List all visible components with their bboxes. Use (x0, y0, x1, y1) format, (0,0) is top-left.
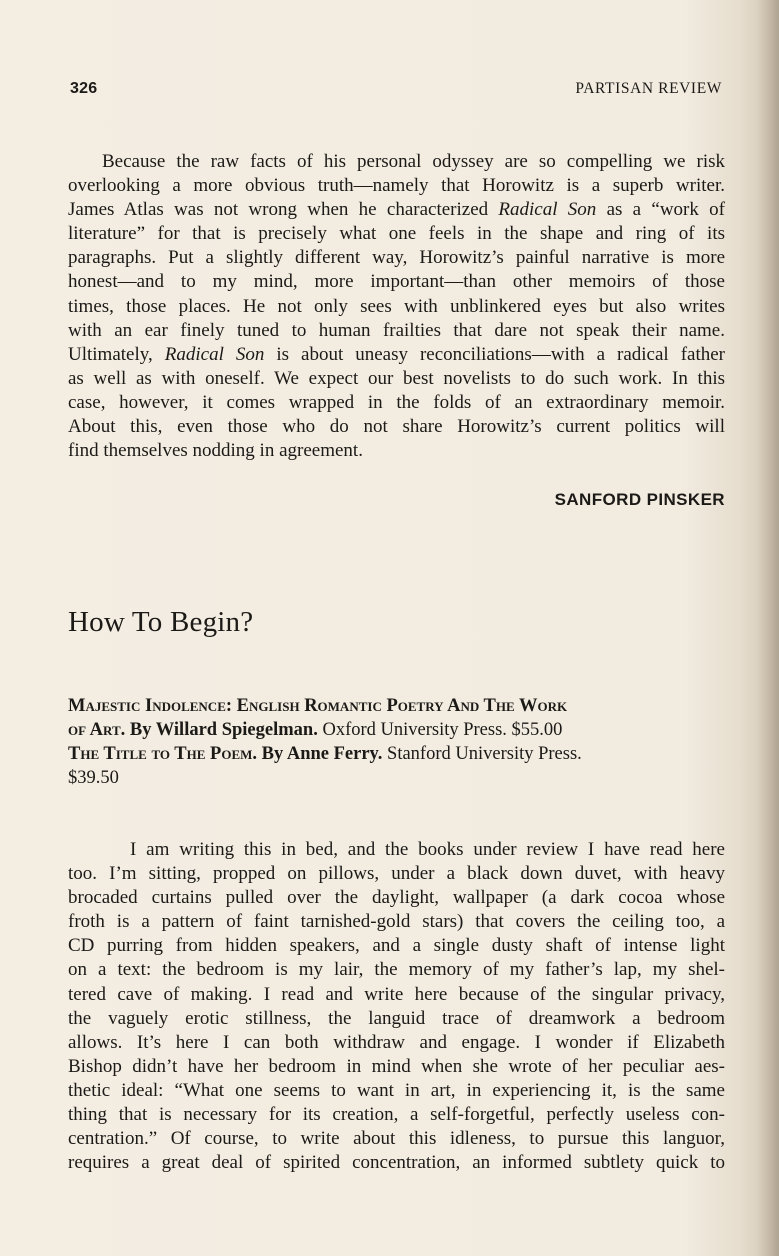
text-line: Bishop didn’t have her bedroom in mind when she wrote of her peculiar aes- (68, 1055, 725, 1077)
text-line: centration.” Of course, to write about this idleness, to pursue this languor, (68, 1128, 725, 1150)
page-number: 326 (70, 80, 98, 97)
text-line: as well as with oneself. We expect our best novelists to do such work. In this (68, 367, 725, 389)
journal-title: PARTISAN REVIEW (575, 80, 722, 97)
review-body-paragraph-2 (68, 838, 725, 1175)
text-line: Ultimately, Radical Son is about uneasy reconciliations—with a radical father (68, 343, 725, 365)
text-line: allows. It’s here I can both withdraw and engage. I wonder if Elizabeth (68, 1031, 725, 1053)
book-2-publisher: Stanford University Press. (387, 744, 582, 764)
text-line: case, however, it comes wrapped in the folds of an extraordinary memoir. (68, 391, 725, 413)
text-line: honest—and to my mind, more important—than other memoirs of those (68, 271, 725, 293)
text-line: I am writing this in bed, and the books under review I have read here (130, 839, 725, 860)
text-line: requires a great deal of spirited concentration, an informed subtlety quick to (68, 1152, 725, 1174)
book-2-price: $39.50 (68, 768, 119, 788)
text-line: find themselves nodding in agreement. (68, 440, 363, 462)
text-line: James Atlas was not wrong when he characterized Radical Son as a “work of (68, 199, 725, 221)
review-body-paragraph-1 (68, 150, 725, 463)
text-line: About this, even those who do not share Horowitz’s current politics will (68, 416, 725, 438)
text-line: times, those places. He not only sees with unblinkered eyes but also writes (68, 295, 725, 317)
book-1-publisher: Oxford University Press. $55.00 (322, 720, 563, 740)
book-1-title-cont: of Art. (68, 720, 126, 740)
text-line: literature” for that is precisely what one feels in the shape and ring of its (68, 223, 725, 245)
review-title: How To Begin? (68, 606, 254, 638)
page-edge-shadow (757, 0, 779, 1256)
text-line: the vaguely erotic stillness, the languid trace of dreamwork a bedroom (68, 1007, 725, 1029)
book-2-author: By Anne Ferry. (261, 744, 383, 764)
text-line: paragraphs. Put a slightly different way, Horowitz’s painful narrative is more (68, 247, 725, 269)
book-entry-2 (68, 742, 728, 766)
text-line: too. I’m sitting, propped on pillows, under a black down duvet, with heavy (68, 863, 725, 885)
text-line: froth is a pattern of faint tarnished-gold stars) that covers the ceiling too, a (68, 911, 725, 933)
book-1-author: By Willard Spiegelman. (129, 720, 318, 740)
text-line: with an ear finely tuned to human frailties that dare not speak their name. (68, 319, 725, 341)
text-line: brocaded curtains pulled over the daylight, wallpaper (a dark cocoa whose (68, 887, 725, 909)
book-2-title: The Title to The Poem. (68, 744, 258, 764)
book-1-title: Majestic Indolence: English Romantic Poetry And The Work (68, 696, 568, 716)
text-line: tered cave of making. I read and write here because of the singular privacy, (68, 983, 725, 1005)
running-head (70, 80, 722, 98)
text-line: on a text: the bedroom is my lair, the memory of my father’s lap, my shel- (68, 959, 725, 981)
text-line: CD purring from hidden speakers, and a single dusty shaft of intense light (68, 935, 725, 957)
text-line: overlooking a more obvious truth—namely that Horowitz is a superb writer. (68, 175, 725, 197)
reviewer-signature: SANFORD PINSKER (554, 490, 725, 509)
books-under-review (68, 694, 728, 790)
text-line: thetic ideal: “What one seems to want in art, in experiencing it, is the same (68, 1079, 725, 1101)
text-line: thing that is necessary for its creation, a self-forgetful, perfectly useless con- (68, 1104, 725, 1126)
book-entry-1 (68, 694, 728, 718)
text-line: Because the raw facts of his personal odyssey are so compelling we risk (102, 151, 725, 172)
